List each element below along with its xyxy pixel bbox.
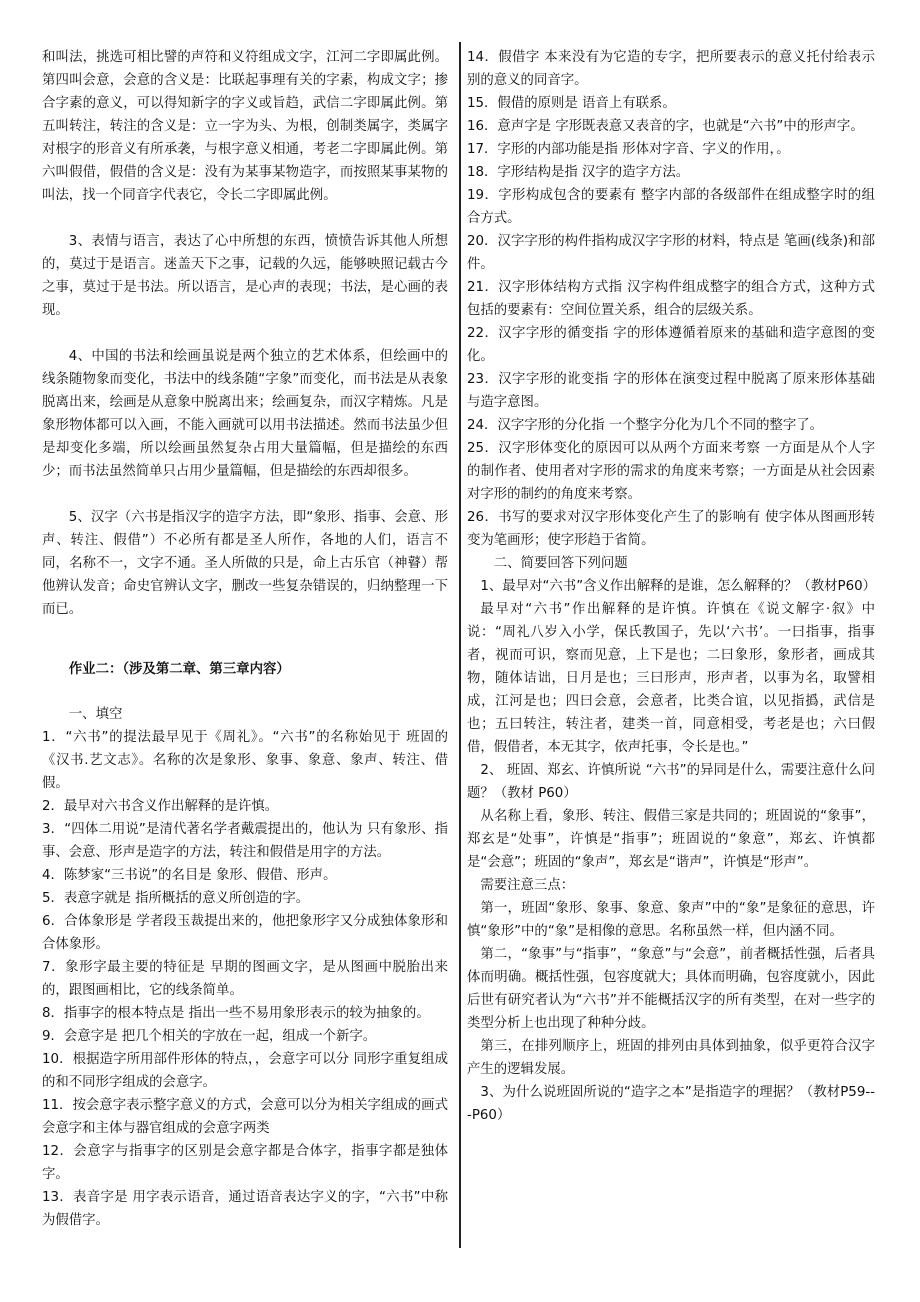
column-divider (459, 42, 461, 1248)
list-item: 18．字形结构是指 汉字的造字方法。 (467, 165, 690, 180)
list-item: 7．象形字最主要的特征是 早期的图画文字，是从图画中脱胎出来的，跟图画相比，它的线条简单。 (42, 960, 448, 998)
list-item: 12．会意字与指事字的区别是会意字都是合体字，指事字都是独体字。 (42, 1144, 448, 1182)
list-item: 9．会意字是 把几个相关的字放在一起，组成一个新字。 (42, 1029, 377, 1044)
list-item: 5．表意字就是 指所概括的意义所创造的字。 (42, 891, 310, 906)
question-2: 2、 班固、郑玄、许慎所说 “六书”的异同是什么，需要注意什么问题？（教材 P60） (467, 763, 875, 801)
paragraph-4: 4、中国的书法和绘画虽说是两个独立的艺术体系，但绘画中的线条随物象而变化，书法中的线条随“字象”而变化，而书法是从表象脱离出来，绘画是从意象中脱离出来；绘画复杂，而汉字精炼。凡是象形物体都可以入画，不能入画就可以用书法描述。然而书法虽少但是却变化多端，所以绘画虽然复杂占用大量篇幅，但是描绘的东西少；而书法虽然简单只占用少量篇幅，但是描绘的东西却很多。 (42, 349, 448, 479)
question-1: 1、最早对“六书”含义作出解释的是谁，怎么解释的？（教材P60） (480, 579, 877, 594)
list-item: 22．汉字字形的循变指 字的形体遵循着原来的基础和造字意图的变化。 (467, 326, 875, 364)
section-fill-blank: 一、填空 (68, 707, 123, 722)
list-item: 20．汉字字形的构件指构成汉字字形的材料，特点是 笔画(线条)和部件。 (467, 234, 875, 272)
list-item: 2．最早对六书含义作出解释的是许慎。 (42, 799, 279, 814)
note-3: 第三，在排列顺序上，班固的排列由具体到抽象，似乎更符合汉字产生的逻辑发展。 (467, 1039, 875, 1077)
paragraph-5: 5、汉字（六书是指汉字的造字方法，即“象形、指事、会意、形声、转注、假借”）不必所有都是圣人所作，各地的人们，语言不同，名称不一，文字不通。圣人所做的只是，命上古乐官（神瞽）帮他辨认发音；命史官辨认文字，删改一些复杂错误的，归纳整理一下而已。 (42, 510, 448, 617)
paragraph-3: 3、表情与语言，表达了心中所想的东西，愤愤告诉其他人所想的，莫过于是语言。迷盖天下之事，记载的久远，能够映照记载古今之事，莫过于是书法。所以语言，是心声的表现；书法，是心画的表现。 (42, 234, 448, 318)
list-item: 4．陈梦家“三书说”的名目是 象形、假借、形声。 (42, 868, 337, 883)
list-item: 1．“六书”的提法最早见于《周礼》。“六书”的名称始见于 班固的《汉书.艺文志》。名称的次是象形、象事、象意、象声、转注、借假。 (42, 730, 448, 791)
list-item: 11．按会意字表示整字意义的方式，会意可以分为相关字组成的画式会意字和主体与器官组成的会意字两类 (42, 1098, 448, 1136)
list-item: 16．意声字是 字形既表意又表音的字，也就是“六书”中的形声字。 (467, 119, 864, 134)
list-item: 3．“四体二用说”是清代著名学者戴震提出的，他认为 只有象形、指事、会意、形声是造字的方法，转注和假借是用字的方法。 (42, 822, 448, 860)
list-item: 13．表音字是 用字表示语音，通过语音表达字义的字，“六书”中称为假借字。 (42, 1190, 448, 1228)
note-1: 第一，班固“象形、象事、象意、象声”中的“象”是象征的意思，许慎“象形”中的“象”是相像的意思。名称虽然一样，但内涵不同。 (467, 901, 875, 939)
list-item: 10．根据造字所用部件形体的特点，，会意字可以分 同形字重复组成的和不同形字组成的会意字。 (42, 1052, 448, 1090)
left-column (42, 46, 448, 1232)
section-short-answer: 二、简要回答下列问题 (493, 556, 628, 571)
list-item: 14．假借字 本来没有为它造的专字，把所要表示的意义托付给表示别的意义的同音字。 (467, 50, 875, 88)
assignment-heading: 作业二：（涉及第二章、第三章内容） (68, 662, 290, 677)
list-item: 25．汉字形体变化的原因可以从两个方面来考察 一方面是从个人字的制作者、使用者对字形的需求的角度来考察；一方面是从社会因素对字形的制约的角度来考察。 (467, 441, 875, 502)
list-item: 19．字形构成包含的要素有 整字内部的各级部件在组成整字时的组合方式。 (467, 188, 875, 226)
list-item: 17．字形的内部功能是指 形体对字音、字义的作用，。 (467, 142, 790, 157)
list-item: 26．书写的要求对汉字形体变化产生了的影响有 使字体从图画形转变为笔画形；使字形趋于省简。 (467, 510, 875, 548)
note-2: 第二，“象事”与“指事”，“象意”与“会意”，前者概括性强，后者具体而明确。概括性强，包容度就大；具体而明确，包容度就小，因此后世有研究者认为“六书”并不能概括汉字的所有类型，在对一些字的类型分析上也出现了种种分歧。 (467, 947, 875, 1031)
question-3: 3、为什么说班固所说的“造字之本”是指造字的理据？（教材P59---P60） (467, 1085, 875, 1123)
list-item: 8．指事字的根本特点是 指出一些不易用象形表示的较为抽象的。 (42, 1006, 430, 1021)
list-item: 21．汉字形体结构方式指 汉字构件组成整字的组合方式，这种方式包括的要素有：空间位置关系，组合的层级关系。 (467, 280, 875, 318)
right-column (467, 46, 875, 1127)
answer-2: 从名称上看，象形、转注、假借三家是共同的；班固说的“象事”，郑玄是“处事”，许慎是“指事”；班固说的“象意”，郑玄、许慎都是“会意”；班固的“象声”，郑玄是“谐声”，许慎是“形声”。 (467, 809, 875, 870)
paragraph-six-scripts-continued: 和叫法，挑选可相比譬的声符和义符组成文字，江河二字即属此例。第四叫会意，会意的含义是：比联起事理有关的字素，构成文字；掺合字素的意义，可以得知新字的字义或旨趋，武信二字即属此例。第五叫转注，转注的含义是：立一字为头、为根，创制类属字，类属字对根字的形音义有所承袭，与根字意义相通，考老二字即属此例。第六叫假借，假借的含义是：没有为某事某物造字，而按照某事某物的叫法，找一个同音字代表它，令长二字即属此例。 (42, 50, 448, 203)
list-item: 23．汉字字形的讹变指 字的形体在演变过程中脱离了原来形体基础与造字意图。 (467, 372, 875, 410)
answer-1: 最早对“六书”作出解释的是许慎。许慎在《说文解字·叙》中说：“周礼八岁入小学，保氏教国子，先以‘六书’。一曰指事，指事者，视而可识，察而见意，上下是也；二曰象形，象形者，画成其物，随体诘诎，日月是也；三曰形声，形声者，以事为名，取譬相成，江河是也；四曰会意，会意者，比类合谊，以见指撝，武信是也；五曰转注，转注者，建类一首，同意相受，考老是也；六曰假借，假借者，本无其字，依声托事，令长是也。” (467, 602, 875, 755)
note-heading: 需要注意三点： (480, 878, 575, 893)
list-item: 6．合体象形是 学者段玉裁提出来的，他把象形字又分成独体象形和合体象形。 (42, 914, 448, 952)
list-item: 24．汉字字形的分化指 一个整字分化为几个不同的整字了。 (467, 418, 824, 433)
list-item: 15．假借的原则是 语音上有联系。 (467, 96, 676, 111)
